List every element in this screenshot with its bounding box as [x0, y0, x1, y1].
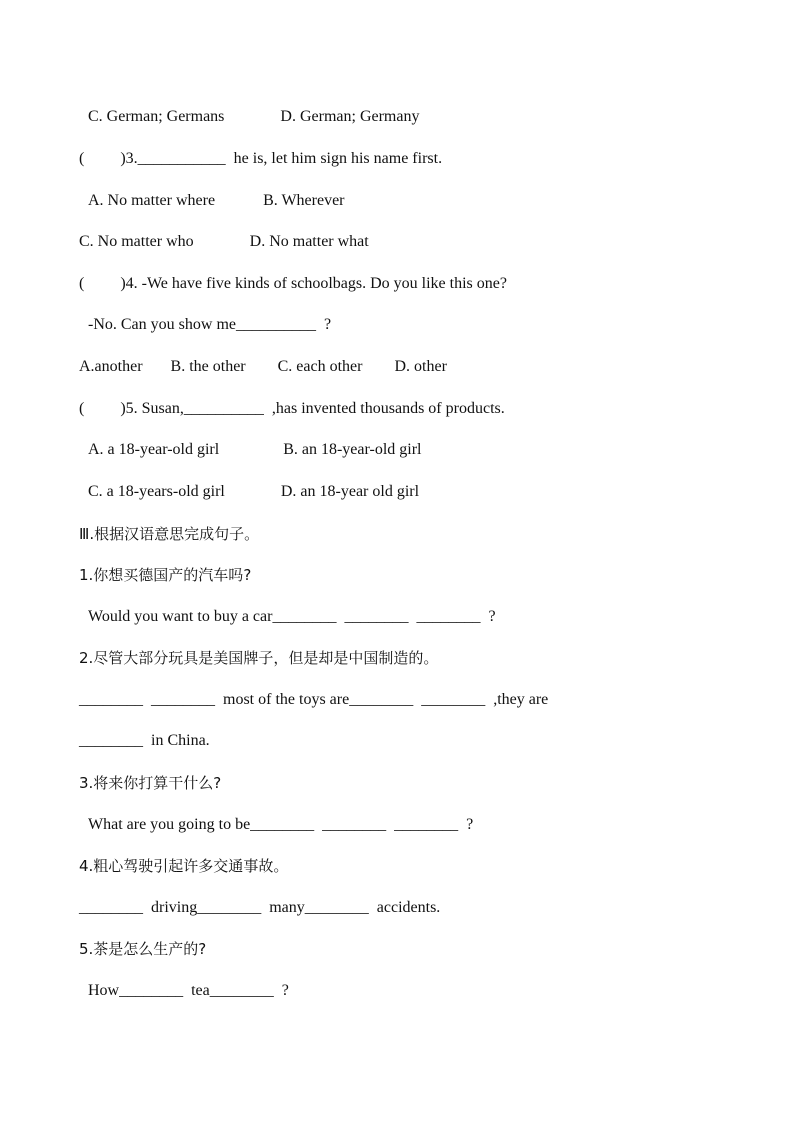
line-q3-options-cd: C. No matter who D. No matter what — [79, 233, 369, 250]
s2-chinese: 2.尽管大部分玩具是美国牌子，但是却是中国制造的。 — [79, 649, 439, 667]
s5-english: How________ tea________ ? — [88, 982, 289, 999]
s2-english-line2: ________ in China. — [79, 732, 210, 749]
line-q2-options-cd: C. German; Germans D. German; Germany — [88, 108, 420, 125]
line-q3-options-ab: A. No matter where B. Wherever — [88, 192, 345, 209]
s1-chinese: 1.你想买德国产的汽车吗? — [79, 566, 252, 584]
s4-chinese: 4.粗心驾驶引起许多交通事故。 — [79, 857, 289, 875]
s5-chinese: 5.茶是怎么生产的? — [79, 940, 207, 958]
s1-english: Would you want to buy a car________ ________ ________ ? — [88, 608, 496, 625]
line-q4-response: -No. Can you show me__________ ? — [88, 316, 332, 333]
s2-english-line1: ________ ________ most of the toys are________ ________ ,they are — [79, 691, 549, 708]
line-q5-options-ab: A. a 18-year-old girl B. an 18-year-old girl — [88, 441, 422, 458]
section-3-heading: Ⅲ.根据汉语意思完成句子。 — [79, 525, 260, 543]
line-q4-options: A.another B. the other C. each other D. other — [79, 358, 447, 375]
s4-english: ________ driving________ many________ accidents. — [79, 899, 441, 916]
line-q3-stem: ( )3.___________ he is, let him sign his name first. — [79, 150, 443, 167]
s3-english: What are you going to be________ ________ ________ ? — [88, 816, 474, 833]
line-q5-options-cd: C. a 18-years-old girl D. an 18-year old girl — [88, 483, 420, 500]
line-q5-stem: ( )5. Susan,__________ ,has invented thousands of products. — [79, 400, 505, 417]
line-q4-stem: ( )4. -We have five kinds of schoolbags. Do you like this one? — [79, 275, 507, 292]
s3-chinese: 3.将来你打算干什么? — [79, 774, 222, 792]
